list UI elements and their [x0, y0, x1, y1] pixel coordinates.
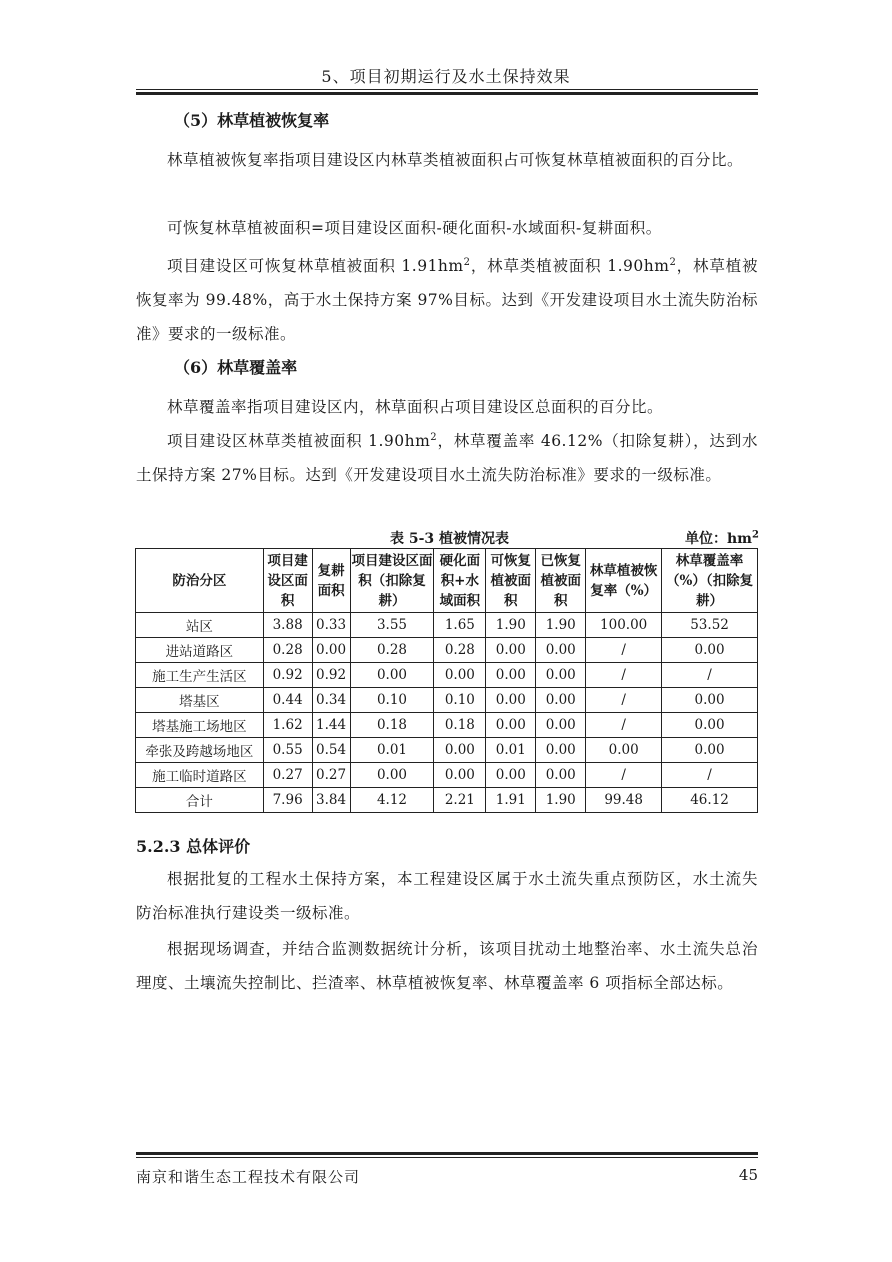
table-cell: 7.96	[263, 788, 312, 813]
table-cell: 0.00	[536, 663, 586, 688]
table-header-cell: 防治分区	[136, 549, 264, 613]
table-unit: 单位：$hm^2$	[685, 529, 759, 547]
table-header-cell: 复耕面积	[312, 549, 350, 613]
table-cell: 0.00	[662, 688, 758, 713]
table-cell: 1.90	[486, 613, 536, 638]
table-cell: 3.55	[350, 613, 434, 638]
table-cell: 0.10	[434, 688, 486, 713]
table-cell: /	[662, 663, 758, 688]
table-cell: 100.00	[586, 613, 662, 638]
table-cell: 1.90	[536, 613, 586, 638]
table-header-cell: 项目建设区面积（扣除复耕）	[350, 549, 434, 613]
table-cell: 0.10	[350, 688, 434, 713]
table-row	[136, 613, 758, 638]
header-rule-thin	[136, 89, 758, 90]
table-cell: 0.00	[536, 738, 586, 763]
table-caption: 表 5-3 植被情况表	[390, 531, 510, 547]
table-row-label: 进站道路区	[136, 638, 264, 663]
table-cell: 0.00	[662, 638, 758, 663]
table-cell: 0.55	[263, 738, 312, 763]
table-row-label: 塔基区	[136, 688, 264, 713]
table-cell: /	[586, 688, 662, 713]
section-523-paragraph-2: 根据现场调查，并结合监测数据统计分析，该项目扰动土地整治率、水土流失总治理度、土壤流失控制比、拦渣率、林草植被恢复率、林草覆盖率 6 项指标全部达标。	[136, 940, 758, 992]
table-cell: 1.90	[536, 788, 586, 813]
vegetation-table	[135, 548, 758, 813]
table-header-cell: 林草覆盖率（%）（扣除复耕）	[662, 549, 758, 613]
table-cell: 1.65	[434, 613, 486, 638]
footer-rule-thin	[136, 1157, 758, 1158]
table-cell: 1.62	[263, 713, 312, 738]
table-cell: 0.00	[486, 688, 536, 713]
table-body	[136, 613, 758, 813]
table-cell: 0.00	[350, 663, 434, 688]
table-row	[136, 788, 758, 813]
table-header-cell: 可恢复植被面积	[486, 549, 536, 613]
table-cell: /	[586, 763, 662, 788]
section-6-paragraph-2: 项目建设区林草类植被面积 $1.90hm^2$，林草覆盖率 46.12%（扣除复耕），达到水土保持方案 27%目标。达到《开发建设项目水土流失防治标准》要求的一级标准。	[136, 431, 758, 484]
table-row-label: 牵张及跨越场地区	[136, 738, 264, 763]
table-cell: /	[586, 713, 662, 738]
page-number: 45	[738, 1166, 758, 1184]
table-cell: 0.33	[312, 613, 350, 638]
table-cell: 3.84	[312, 788, 350, 813]
table-row-label: 塔基施工场地区	[136, 713, 264, 738]
table-cell: 0.00	[434, 763, 486, 788]
table-cell: 0.28	[350, 638, 434, 663]
table-header-row	[136, 549, 758, 613]
table-header-cell: 硬化面积+水域面积	[434, 549, 486, 613]
header-rule-thick	[136, 92, 758, 95]
table-row-label: 施工生产生活区	[136, 663, 264, 688]
table-cell: 0.00	[486, 663, 536, 688]
table-row-label: 施工临时道路区	[136, 763, 264, 788]
table-cell: 0.01	[350, 738, 434, 763]
table-row	[136, 638, 758, 663]
table-cell: 0.01	[486, 738, 536, 763]
table-row-label: 站区	[136, 613, 264, 638]
section-6-paragraph-1: 林草覆盖率指项目建设区内，林草面积占项目建设区总面积的百分比。	[167, 398, 664, 416]
table-cell: 99.48	[586, 788, 662, 813]
table-cell: 0.00	[434, 738, 486, 763]
table-cell: 0.00	[536, 713, 586, 738]
table-cell: 0.00	[350, 763, 434, 788]
section-523-heading: 5.2.3 总体评价	[136, 837, 251, 856]
table-cell: 0.00	[536, 688, 586, 713]
table-cell: 0.00	[486, 763, 536, 788]
table-cell: 0.27	[312, 763, 350, 788]
table-cell: 0.00	[662, 738, 758, 763]
table-row	[136, 663, 758, 688]
table-cell: 0.18	[350, 713, 434, 738]
footer-company: 南京和谐生态工程技术有限公司	[136, 1168, 361, 1186]
table-cell: /	[586, 638, 662, 663]
table-cell: 0.54	[312, 738, 350, 763]
table-cell: 1.44	[312, 713, 350, 738]
table-cell: 0.92	[263, 663, 312, 688]
table-row-label: 合计	[136, 788, 264, 813]
table-cell: 0.00	[312, 638, 350, 663]
table-cell: 0.92	[312, 663, 350, 688]
table-cell: /	[662, 763, 758, 788]
section-5-paragraph-1: 林草植被恢复率指项目建设区内林草类植被面积占可恢复林草植被面积的百分比。	[167, 151, 744, 169]
table-header-cell: 已恢复植被面积	[536, 549, 586, 613]
table-cell: 0.00	[434, 663, 486, 688]
table-cell: 0.00	[486, 638, 536, 663]
section-6-heading: （6）林草覆盖率	[174, 358, 298, 377]
table-cell: 4.12	[350, 788, 434, 813]
section-5-paragraph-3: 项目建设区可恢复林草植被面积 $1.91hm^2$，林草类植被面积 $1.90hm^2$，林草植被恢复率为 99.48%，高于水土保持方案 97%目标。达到《开发建设项目水土流失防治标准》要求的一级标准。	[136, 256, 758, 343]
table-cell: 0.18	[434, 713, 486, 738]
table-cell: 0.28	[263, 638, 312, 663]
section-523-paragraph-1: 根据批复的工程水土保持方案，本工程建设区属于水土流失重点预防区，水土流失防治标准执行建设类一级标准。	[136, 870, 758, 922]
table-cell: 1.91	[486, 788, 536, 813]
table-row	[136, 763, 758, 788]
table-cell: 46.12	[662, 788, 758, 813]
table-cell: 0.00	[536, 763, 586, 788]
table-cell: 0.27	[263, 763, 312, 788]
table-cell: 0.00	[536, 638, 586, 663]
section-5-heading: （5）林草植被恢复率	[174, 111, 330, 130]
footer-rule-thick	[136, 1152, 758, 1155]
page-header-title: 5、项目初期运行及水土保持效果	[321, 67, 571, 86]
table-cell: 0.00	[586, 738, 662, 763]
table-row	[136, 713, 758, 738]
table-cell: 2.21	[434, 788, 486, 813]
table-cell: 0.44	[263, 688, 312, 713]
table-cell: 3.88	[263, 613, 312, 638]
table-cell: 0.00	[486, 713, 536, 738]
table-header-cell: 林草植被恢复率（%）	[586, 549, 662, 613]
table-cell: 53.52	[662, 613, 758, 638]
table-cell: /	[586, 663, 662, 688]
table-cell: 0.28	[434, 638, 486, 663]
table-row	[136, 688, 758, 713]
section-5-paragraph-2: 可恢复林草植被面积=项目建设区面积-硬化面积-水域面积-复耕面积。	[167, 219, 662, 237]
table-row	[136, 738, 758, 763]
table-header-cell: 项目建设区面积	[263, 549, 312, 613]
table-cell: 0.34	[312, 688, 350, 713]
table-cell: 0.00	[662, 713, 758, 738]
